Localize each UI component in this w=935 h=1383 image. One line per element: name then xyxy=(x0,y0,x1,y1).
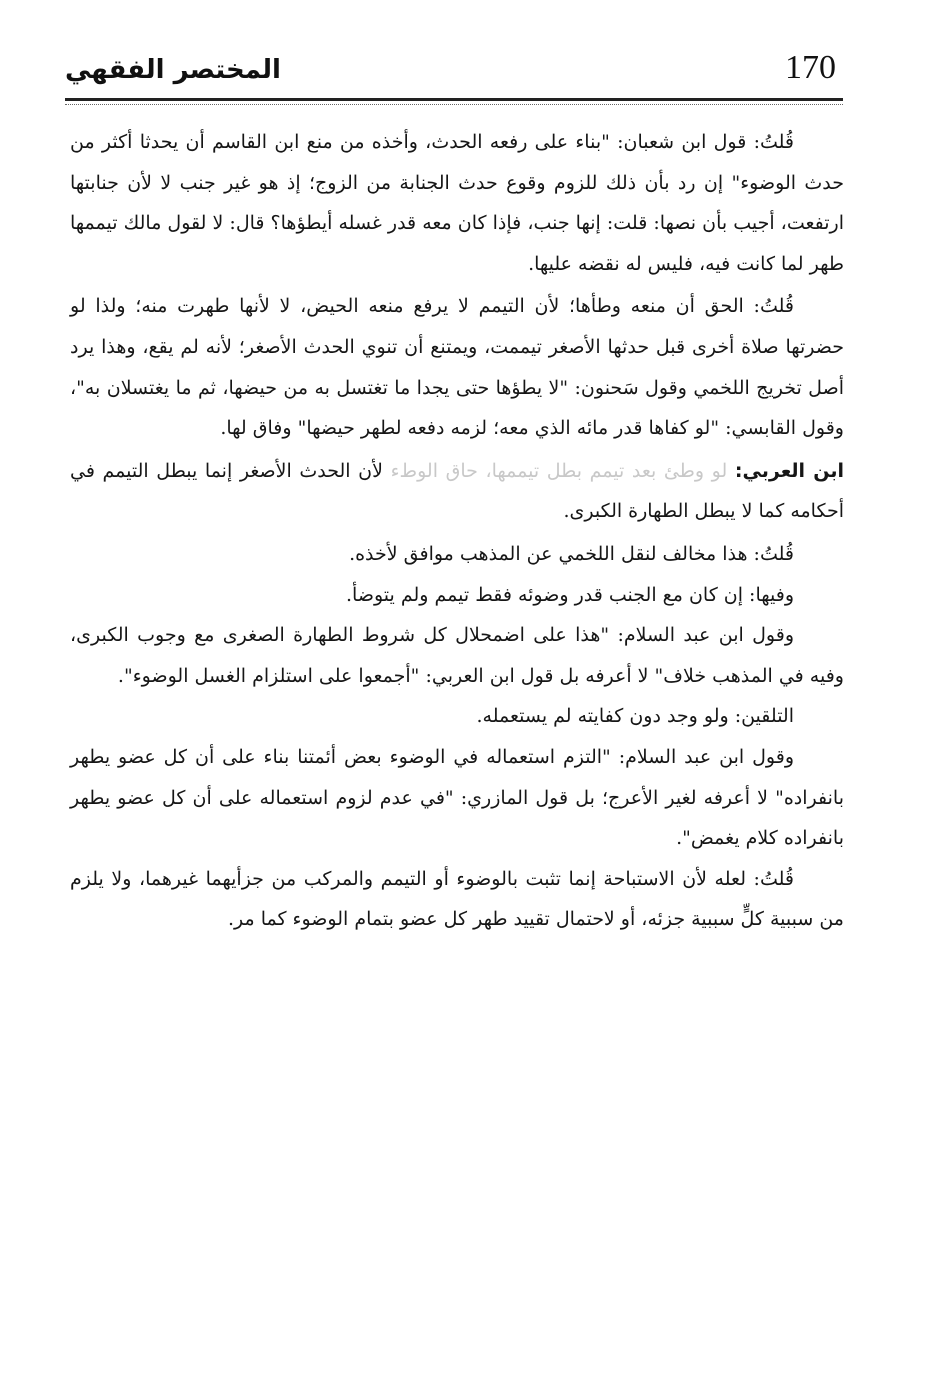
header-rule xyxy=(65,98,843,101)
paragraph-3 xyxy=(70,451,844,532)
body-text xyxy=(70,122,844,940)
paragraph-4: قُلتُ: هذا مخالف لنقل اللخمي عن المذهب موافق لأخذه. xyxy=(349,542,794,565)
paragraph-1: قُلتُ: قول ابن شعبان: "بناء على رفعه الحدث، وأخذه من منع ابن القاسم أن يحدثا أكثر من حدث الوضوء" إن رد بأن ذلك للزوم وقوع حدث الجنابة من الزوج؛ إذ هو غير جنب لا لأن جنابتها ارتفعت، أجيب بأن نصها: قلت: إنها جنب، فإذا كان معه قدر غسله أيطؤها؟ قال: لا لقول مالك تيممها طهر لما كانت فيه، فليس له نقضه عليها. xyxy=(70,131,844,275)
speaker-label: ابن العربي: xyxy=(734,459,844,482)
paragraph-6: وقول ابن عبد السلام: "هذا على اضمحلال كل شروط الطهارة الصغرى مع وجوب الكبرى، وفيه في المذهب خلاف" لا أعرفه بل قول ابن العربي: "أجمعوا على استلزام الغسل الوضوء". xyxy=(70,624,844,687)
paragraph-8: وقول ابن عبد السلام: "التزم استعماله في الوضوء بعض أئمتنا بناء على أن كل عضو يطهر بانفراده" لا أعرفه لغير الأعرج؛ بل قول المازري: "في عدم لزوم استعماله على أن كل عضو يطهر بانفراده كلام يغمض". xyxy=(70,745,844,850)
paragraph-5: وفيها: إن كان مع الجنب قدر وضوئه فقط تيمم ولم يتوضأ. xyxy=(346,583,794,606)
header-rule-thin xyxy=(65,104,843,105)
page-header xyxy=(65,48,843,98)
running-title: المختصر الفقهي xyxy=(65,55,281,85)
page-number: 170 xyxy=(785,49,836,86)
paragraph-3-text: لأن الحدث الأصغر إنما يبطل التيمم في أحكامه كما لا يبطل الطهارة الكبرى. xyxy=(70,459,844,523)
paragraph-9: قُلتُ: لعله لأن الاستباحة إنما تثبت بالوضوء أو التيمم والمركب من جزأيهما غيرهما، ولا يلزم من سببية كلٍّ سببية جزئه، أو لاحتمال تقييد طهر كل عضو بتمام الوضوء كما مر. xyxy=(70,867,844,931)
paragraph-2: قُلتُ: الحق أن منعه وطأها؛ لأن التيمم لا يرفع منعه الحيض، لا لأنها طهرت منه؛ ولذا لو حضرتها صلاة أخرى قبل حدثها الأصغر تيممت، ويمتنع أن تنوي الحدث الأصغر؛ لأنه لم يقع، وهذا يرد أصل تخريج اللخمي وقول سَحنون: "لا يطؤها حتى يجدا ما تغتسل به من حيضها، ثم ما يغتسلان به"، وقول القابسي: "لو كفاها قدر مائه الذي معه؛ لزمه دفعه لطهر حيضها" وفاق لها. xyxy=(70,295,844,440)
paragraph-7: التلقين: ولو وجد دون كفايته لم يستعمله. xyxy=(476,705,794,728)
faded-text: لو وطئ بعد تيمم بطل تيممها، حاق الوطء xyxy=(390,459,728,482)
